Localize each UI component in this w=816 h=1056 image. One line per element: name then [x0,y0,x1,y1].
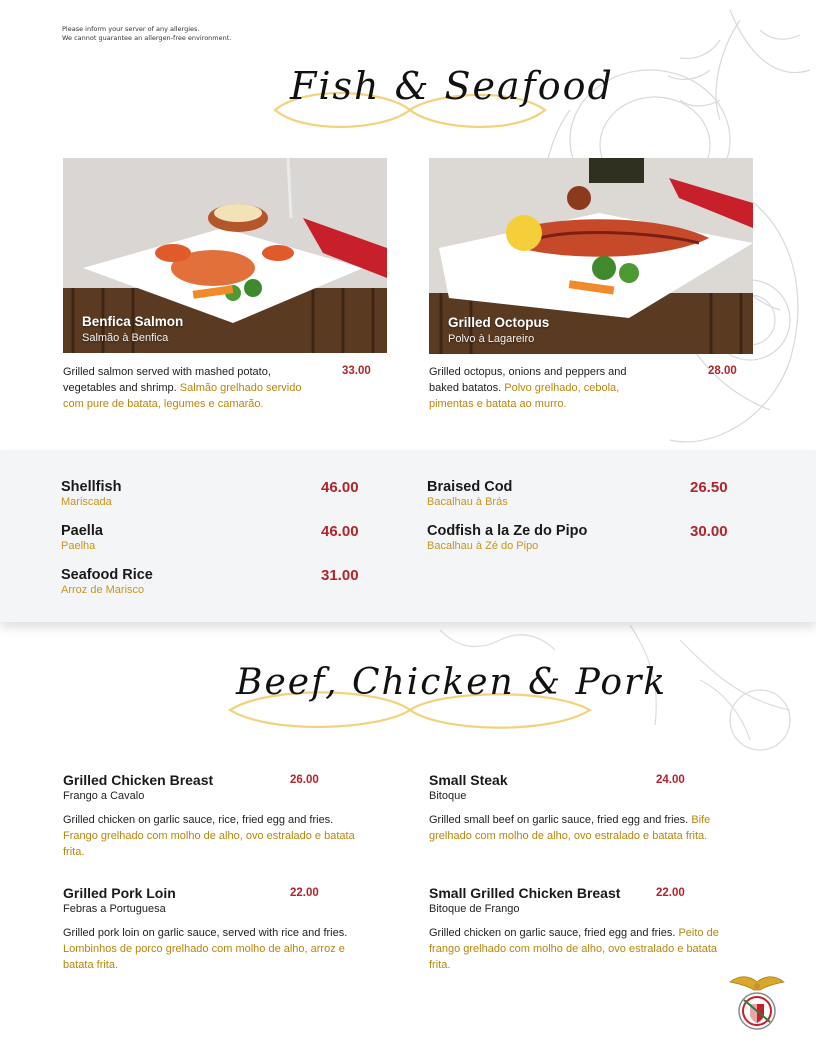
dish-desc-pt: Peito de frango grelhado com molho de alho, ovo estralado e batata frita. [429,927,719,971]
dish-description [63,812,363,860]
benfica-eagle-crest-icon [726,970,788,1032]
dish-desc-pt: Frango grelhado com molho de alho, ovo estralado e batata frita. [63,830,355,858]
featured-photo-octopus [429,158,753,354]
band-price-codfish-ze-do-pipo: 30.00 [690,523,728,540]
dish-name: Small Steak [429,772,508,788]
dish-name: Grilled Pork Loin [63,885,176,901]
dish-name: Small Grilled Chicken Breast [429,885,621,901]
featured-desc-en-octopus: Grilled octopus, onions and peppers and baked batatos. [429,366,627,394]
band-item-shellfish [61,479,121,508]
featured-desc-pt-salmon: Salmão grelhado servido com pure de batata, legumes e camarão. [63,382,302,410]
featured-price-salmon: 33.00 [342,365,371,377]
dish-grilled-chicken-breast [63,772,363,860]
band-item-name: Codfish a la Ze do Pipo [427,523,588,539]
dish-subtitle: Frango a Cavalo [63,790,145,802]
band-item-subtitle: Paelha [61,540,96,552]
dish-desc-en: Grilled small beef on garlic sauce, fried egg and fries. [429,814,689,826]
band-item-codfish-ze-do-pipo [427,523,587,552]
featured-desc-en-salmon: Grilled salmon served with mashed potato, vegetables and shrimp. [63,366,271,394]
band-price-paella: 46.00 [321,523,359,540]
dish-grilled-pork-loin [63,885,363,973]
allergen-notice-line2: We cannot guarantee an allergen-free environment. [62,34,232,42]
featured-subtitle-octopus: Polvo à Lagareiro [448,333,535,345]
dish-name: Grilled Chicken Breast [63,772,214,788]
featured-desc-pt-octopus: Polvo grelhado, cebola, pimentas e batata ao murro. [429,382,620,410]
band-item-subtitle: Arroz de Marisco [61,584,145,596]
featured-name-octopus: Grilled Octopus [448,315,550,330]
dish-small-steak [429,772,729,844]
dish-price: 26.00 [290,774,319,786]
dish-desc-en: Grilled chicken on garlic sauce, rice, fried egg and fries. [63,814,334,826]
dish-price: 22.00 [656,887,685,899]
featured-name-salmon: Benfica Salmon [82,314,184,329]
featured-desc-octopus [429,364,654,412]
featured-subtitle-salmon: Salmão à Benfica [82,332,169,344]
dish-price: 22.00 [290,887,319,899]
dish-subtitle: Febras a Portuguesa [63,903,166,915]
band-item-paella [61,523,103,552]
section-title-fish: Fish & Seafood [290,64,614,108]
band-price-shellfish: 46.00 [321,479,359,496]
dish-description [429,925,729,973]
band-item-subtitle: Bacalhau à Brás [427,496,508,508]
band-item-name: Seafood Rice [61,567,153,583]
band-item-name: Braised Cod [427,479,513,495]
dish-desc-pt: Lombinhos de porco grelhado com molho de alho, arroz e batata frita. [63,943,345,971]
dish-subtitle: Bitoque de Frango [429,903,520,915]
band-item-seafood-rice [61,567,153,596]
band-item-subtitle: Mariscada [61,496,112,508]
band-item-name: Shellfish [61,479,122,495]
dish-description [63,925,363,973]
dish-small-grilled-chicken-breast [429,885,729,973]
section-title-meat: Beef, Chicken & Pork [236,662,668,703]
band-price-braised-cod: 26.50 [690,479,728,496]
featured-desc-salmon [63,364,303,412]
dish-desc-pt: Bife grelhado com molho de alho, ovo estralado e batata frita. [429,814,711,842]
dish-subtitle: Bitoque [429,790,467,802]
featured-photo-salmon [63,158,387,353]
band-item-braised-cod [427,479,512,508]
band-price-seafood-rice: 31.00 [321,567,359,584]
band-item-subtitle: Bacalhau à Zé do Pipo [427,540,539,552]
dish-desc-en: Grilled chicken on garlic sauce, fried egg and fries. [429,927,676,939]
allergen-notice-line1: Please inform your server of any allergies. [62,25,200,33]
dish-desc-en: Grilled pork loin on garlic sauce, served with rice and fries. [63,927,348,939]
dish-description [429,812,729,844]
band-item-name: Paella [61,523,103,539]
featured-price-octopus: 28.00 [708,365,737,377]
allergen-notice [62,25,231,43]
dish-price: 24.00 [656,774,685,786]
